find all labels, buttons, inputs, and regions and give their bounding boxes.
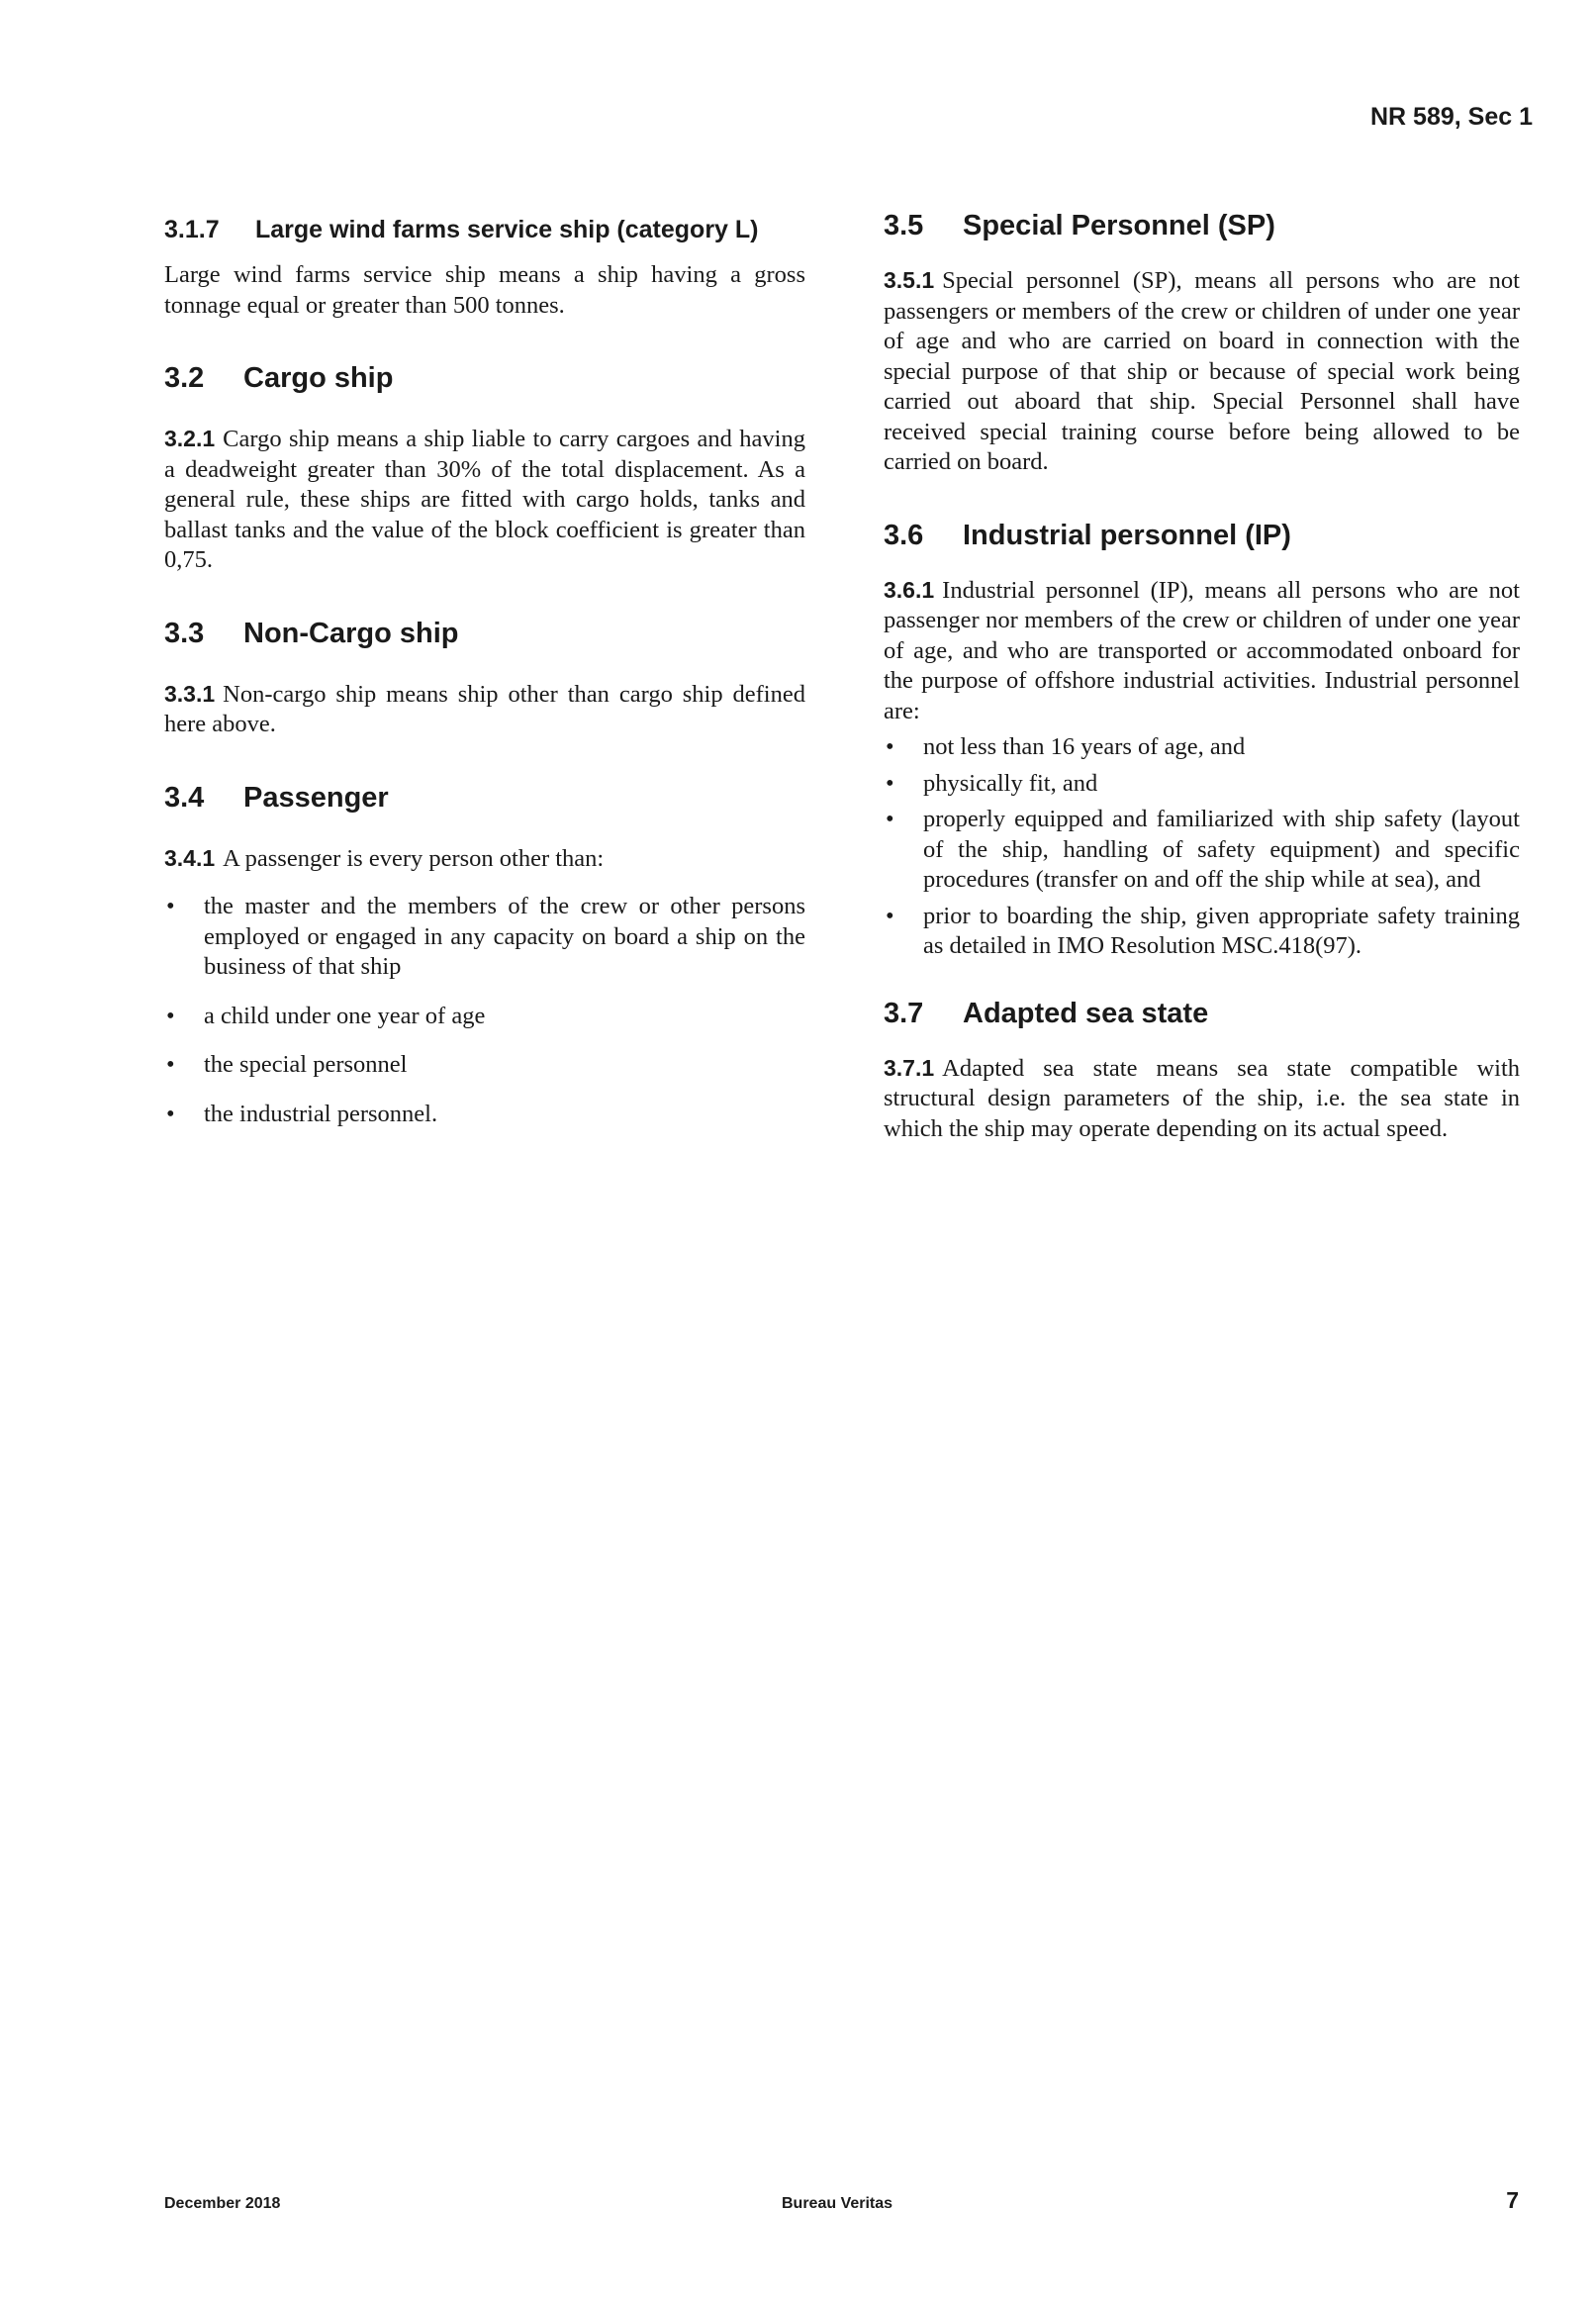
paragraph-number: 3.4.1: [164, 844, 216, 871]
heading-number: 3.2: [164, 362, 205, 394]
heading-3-2: [164, 362, 805, 395]
heading-title: Adapted sea state: [963, 997, 1209, 1029]
paragraph-number: 3.5.1: [884, 267, 935, 293]
heading-title: Large wind farms service ship (category L): [255, 216, 759, 243]
paragraph-text: Non-cargo ship means ship other than cargo ship defined here above.: [164, 680, 805, 737]
paragraph-3-3-1: [164, 680, 805, 740]
heading-number: 3.7: [884, 997, 924, 1029]
paragraph-text: Special personnel (SP), means all persons who are not passengers or members of the crew or children of under one year of age and who are carried on board in connection with the special purpose of that ship or because of special work being carried out aboard that ship. Special Personnel shall have received special training course before being allowed to be carried on board.: [884, 267, 1520, 475]
list-item: • prior to boarding the ship, given appropriate safety training as detailed in IMO Resolution MSC.418(97).: [886, 902, 1520, 959]
heading-number: 3.3: [164, 617, 205, 649]
heading-3-7: [884, 998, 1520, 1030]
heading-number: 3.6: [884, 519, 924, 551]
paragraph-number: 3.6.1: [884, 576, 935, 603]
paragraph-3-4-1: [164, 844, 805, 875]
document-reference: NR 589, Sec 1: [1370, 103, 1533, 131]
paragraph-text: Adapted sea state means sea state compatible with structural design parameters of the ship, i.e. the sea state in which the ship may operate depending on its actual speed.: [884, 1054, 1520, 1142]
paragraph-number: 3.2.1: [164, 426, 216, 451]
bullet-icon: •: [886, 902, 894, 929]
heading-number: 3.5: [884, 210, 924, 241]
bullet-icon: •: [166, 1002, 175, 1029]
heading-number: 3.1.7: [164, 216, 220, 243]
heading-title: Non-Cargo ship: [243, 617, 459, 649]
heading-number: 3.4: [164, 781, 205, 814]
heading-title: Passenger: [243, 781, 389, 814]
heading-3-6: [884, 520, 1520, 552]
bullet-icon: •: [166, 893, 175, 919]
bullet-icon: •: [886, 733, 894, 760]
list-item: • the industrial personnel.: [164, 1100, 805, 1130]
list-item: • properly equipped and familiarized with ship safety (layout of the ship, handling of safety equipment) and specific procedures (transfer on and off the ship while at sea), and: [886, 806, 1520, 893]
paragraph-text: Industrial personnel (IP), means all persons who are not passenger nor members of the crew or children of under one year of age, and who are transported or accommodated onboard for the purpose of offshore industrial activities. Industrial personnel are:: [884, 576, 1520, 724]
bullet-icon: •: [166, 1051, 175, 1078]
industrial-personnel-list: [884, 732, 1520, 962]
heading-3-5: [884, 210, 1520, 242]
paragraph-text: A passenger is every person other than:: [223, 844, 605, 872]
bullet-icon: •: [166, 1100, 175, 1127]
paragraph-3-5-1: [884, 266, 1520, 478]
bullet-icon: •: [886, 806, 894, 832]
list-item: • not less than 16 years of age, and: [884, 732, 1520, 763]
list-item: • the special personnel: [164, 1050, 805, 1081]
heading-3-1-7: [164, 216, 805, 244]
footer-date: December 2018: [164, 2195, 281, 2212]
bullet-icon: •: [886, 769, 894, 797]
paragraph-3-6-1: [884, 576, 1520, 727]
heading-title: Industrial personnel (IP): [963, 519, 1291, 551]
heading-title: Cargo ship: [243, 362, 394, 394]
left-column: [164, 210, 805, 1148]
footer-publisher: Bureau Veritas: [782, 2195, 893, 2212]
list-item: • physically fit, and: [884, 769, 1520, 800]
paragraph-text: Cargo ship means a ship liable to carry cargoes and having a deadweight greater than 30% of the total displacement. As a general rule, these ships are fitted with cargo holds, tanks and ballast tanks and the value of the block coefficient is greater than 0,75.: [164, 426, 805, 573]
paragraph-number: 3.7.1: [884, 1054, 935, 1081]
heading-3-3: [164, 618, 805, 650]
right-column: [884, 210, 1520, 1186]
heading-title: Special Personnel (SP): [963, 210, 1275, 241]
paragraph-3-1-7: Large wind farms service ship means a ship having a gross tonnage equal or greater than 500 tonnes.: [164, 261, 805, 319]
list-item: • a child under one year of age: [164, 1002, 805, 1032]
paragraph-number: 3.3.1: [164, 680, 216, 707]
passenger-exclusion-list: [164, 892, 805, 1129]
paragraph-3-7-1: [884, 1054, 1520, 1145]
paragraph-3-2-1: [164, 425, 805, 576]
heading-3-4: [164, 782, 805, 815]
page-number: 7: [1506, 2187, 1519, 2213]
list-item: • the master and the members of the crew or other persons employed or engaged in any capacity on board a ship on the business of that ship: [166, 893, 805, 980]
